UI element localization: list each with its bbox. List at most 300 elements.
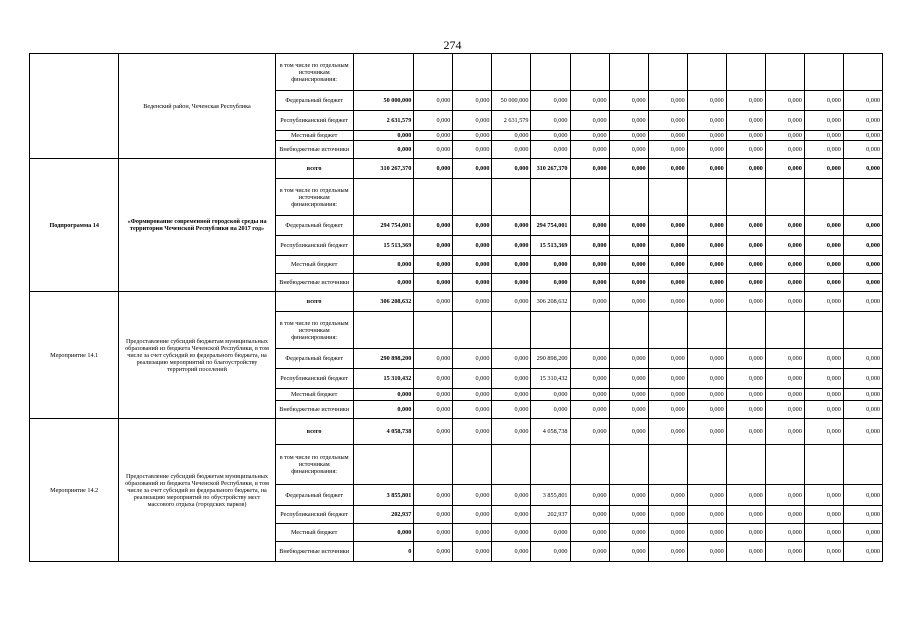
value-cell: 0,000 <box>492 506 531 524</box>
value-cell <box>492 54 531 91</box>
value-cell: 294 754,001 <box>531 216 570 236</box>
value-cell: 0,000 <box>492 485 531 506</box>
value-cell: 306 208,632 <box>353 292 414 312</box>
value-cell: 0,000 <box>453 524 492 542</box>
table-row <box>30 292 883 312</box>
value-cell: 0,000 <box>843 131 882 141</box>
value-cell: 0,000 <box>726 216 765 236</box>
value-cell: 0,000 <box>804 274 843 292</box>
value-cell: 0,000 <box>453 216 492 236</box>
value-cell: 0,000 <box>804 256 843 274</box>
value-cell: 294 754,001 <box>353 216 414 236</box>
value-cell: 0,000 <box>609 91 648 111</box>
value-cell: 0,000 <box>687 274 726 292</box>
value-cell: 0,000 <box>531 274 570 292</box>
value-cell <box>843 312 882 349</box>
value-cell: 0,000 <box>765 159 804 179</box>
funding-source: Федеральный бюджет <box>275 216 353 236</box>
program-code <box>30 54 119 159</box>
value-cell: 0,000 <box>687 216 726 236</box>
value-cell: 310 267,370 <box>353 159 414 179</box>
value-cell: 0,000 <box>648 369 687 389</box>
value-cell: 0,000 <box>570 349 609 369</box>
value-cell: 0,000 <box>570 506 609 524</box>
value-cell: 0,000 <box>353 141 414 159</box>
value-cell <box>765 445 804 485</box>
funding-source: Федеральный бюджет <box>275 91 353 111</box>
funding-source: Федеральный бюджет <box>275 485 353 506</box>
value-cell <box>453 445 492 485</box>
value-cell: 0,000 <box>726 369 765 389</box>
value-cell <box>353 179 414 216</box>
value-cell: 0,000 <box>414 349 453 369</box>
value-cell: 0,000 <box>843 542 882 562</box>
value-cell: 290 898,200 <box>531 349 570 369</box>
value-cell <box>609 54 648 91</box>
value-cell: 0,000 <box>414 401 453 419</box>
value-cell: 0,000 <box>843 369 882 389</box>
value-cell: 0,000 <box>648 349 687 369</box>
program-name: Предоставление субсидий бюджетам муниципальных образований из бюджета Чеченской Республики, в том числе за счет субсидий из федерального бюджета, на реализацию мероприятий по обустройству мест массового отдыха (городских парков) <box>119 419 275 562</box>
value-cell: 310 267,370 <box>531 159 570 179</box>
value-cell: 0,000 <box>804 524 843 542</box>
value-cell <box>492 312 531 349</box>
value-cell: 0,000 <box>453 485 492 506</box>
value-cell: 2 631,579 <box>492 111 531 131</box>
value-cell <box>765 179 804 216</box>
value-cell: 0,000 <box>453 542 492 562</box>
value-cell: 0,000 <box>453 419 492 445</box>
value-cell: 0,000 <box>492 216 531 236</box>
value-cell: 15 310,432 <box>353 369 414 389</box>
value-cell: 0,000 <box>726 159 765 179</box>
value-cell: 0,000 <box>726 131 765 141</box>
value-cell: 0,000 <box>765 506 804 524</box>
value-cell: 0,000 <box>648 111 687 131</box>
value-cell: 0,000 <box>648 131 687 141</box>
value-cell <box>726 179 765 216</box>
value-cell <box>492 179 531 216</box>
value-cell: 0,000 <box>687 131 726 141</box>
value-cell <box>531 312 570 349</box>
value-cell: 0,000 <box>492 389 531 401</box>
value-cell: 0,000 <box>765 542 804 562</box>
value-cell: 0,000 <box>687 349 726 369</box>
value-cell: 0,000 <box>843 274 882 292</box>
value-cell: 0,000 <box>453 292 492 312</box>
value-cell: 0,000 <box>804 111 843 131</box>
value-cell: 0,000 <box>570 91 609 111</box>
value-cell: 0,000 <box>492 274 531 292</box>
value-cell: 0,000 <box>453 274 492 292</box>
value-cell: 202,937 <box>353 506 414 524</box>
value-cell: 0,000 <box>453 91 492 111</box>
value-cell: 0,000 <box>414 159 453 179</box>
value-cell: 0,000 <box>492 369 531 389</box>
value-cell: 0,000 <box>804 236 843 256</box>
value-cell <box>687 54 726 91</box>
value-cell: 0,000 <box>492 236 531 256</box>
value-cell: 0,000 <box>570 419 609 445</box>
table-body <box>30 54 883 562</box>
value-cell: 0,000 <box>687 506 726 524</box>
value-cell: 0,000 <box>687 419 726 445</box>
value-cell: 0,000 <box>687 256 726 274</box>
value-cell: 0,000 <box>531 401 570 419</box>
value-cell: 0,000 <box>353 131 414 141</box>
value-cell: 0,000 <box>726 419 765 445</box>
value-cell <box>570 445 609 485</box>
value-cell: 0,000 <box>843 256 882 274</box>
table-row <box>30 159 883 179</box>
value-cell: 0,000 <box>804 131 843 141</box>
value-cell: 0,000 <box>765 349 804 369</box>
value-cell <box>570 312 609 349</box>
value-cell: 0,000 <box>765 236 804 256</box>
value-cell: 0,000 <box>726 292 765 312</box>
value-cell: 0,000 <box>843 111 882 131</box>
value-cell: 0,000 <box>414 216 453 236</box>
program-name: Веденский район, Чеченская Республика <box>119 54 275 159</box>
value-cell: 0,000 <box>531 131 570 141</box>
funding-source: Внебюджетные источники <box>275 401 353 419</box>
value-cell: 0,000 <box>804 542 843 562</box>
value-cell: 0,000 <box>726 524 765 542</box>
value-cell <box>531 54 570 91</box>
value-cell: 0,000 <box>726 236 765 256</box>
value-cell: 0,000 <box>414 389 453 401</box>
value-cell <box>414 54 453 91</box>
value-cell: 0,000 <box>531 91 570 111</box>
value-cell: 0,000 <box>648 524 687 542</box>
funding-source: Республиканский бюджет <box>275 369 353 389</box>
value-cell: 0,000 <box>353 389 414 401</box>
funding-source: в том числе по отдельным источникам финансирования: <box>275 54 353 91</box>
value-cell: 0,000 <box>765 111 804 131</box>
value-cell: 0,000 <box>609 369 648 389</box>
value-cell: 0,000 <box>609 506 648 524</box>
value-cell <box>726 445 765 485</box>
value-cell: 0,000 <box>492 292 531 312</box>
program-code: Мероприятие 14.1 <box>30 292 119 419</box>
value-cell: 0,000 <box>765 256 804 274</box>
value-cell: 0,000 <box>804 141 843 159</box>
value-cell: 0,000 <box>414 485 453 506</box>
value-cell: 0,000 <box>765 141 804 159</box>
value-cell: 0,000 <box>492 419 531 445</box>
value-cell: 0,000 <box>609 389 648 401</box>
value-cell: 0,000 <box>609 256 648 274</box>
value-cell: 0,000 <box>531 524 570 542</box>
value-cell: 0 <box>353 542 414 562</box>
value-cell: 0,000 <box>687 292 726 312</box>
value-cell: 0,000 <box>609 274 648 292</box>
value-cell: 50 000,000 <box>492 91 531 111</box>
funding-source: в том числе по отдельным источникам финансирования: <box>275 179 353 216</box>
value-cell: 0,000 <box>453 369 492 389</box>
table-row <box>30 419 883 445</box>
value-cell: 0,000 <box>726 389 765 401</box>
value-cell: 0,000 <box>687 111 726 131</box>
value-cell: 0,000 <box>765 131 804 141</box>
value-cell: 0,000 <box>804 419 843 445</box>
value-cell: 0,000 <box>765 524 804 542</box>
value-cell: 306 208,632 <box>531 292 570 312</box>
value-cell: 0,000 <box>414 369 453 389</box>
value-cell: 0,000 <box>492 256 531 274</box>
value-cell: 0,000 <box>687 141 726 159</box>
value-cell <box>843 445 882 485</box>
value-cell <box>531 179 570 216</box>
value-cell <box>570 54 609 91</box>
value-cell: 0,000 <box>570 485 609 506</box>
value-cell: 15 310,432 <box>531 369 570 389</box>
value-cell <box>453 54 492 91</box>
value-cell <box>648 312 687 349</box>
value-cell: 0,000 <box>353 256 414 274</box>
value-cell: 0,000 <box>726 485 765 506</box>
value-cell: 0,000 <box>804 216 843 236</box>
budget-table <box>29 53 883 562</box>
value-cell: 0,000 <box>609 524 648 542</box>
value-cell <box>353 54 414 91</box>
page-number: 274 <box>443 38 462 52</box>
value-cell <box>843 179 882 216</box>
value-cell: 0,000 <box>570 111 609 131</box>
value-cell: 0,000 <box>531 111 570 131</box>
value-cell: 0,000 <box>492 542 531 562</box>
value-cell: 0,000 <box>765 389 804 401</box>
value-cell <box>726 54 765 91</box>
value-cell: 0,000 <box>570 369 609 389</box>
value-cell: 0,000 <box>687 542 726 562</box>
value-cell: 0,000 <box>570 141 609 159</box>
value-cell: 0,000 <box>726 91 765 111</box>
value-cell: 0,000 <box>843 292 882 312</box>
value-cell: 0,000 <box>453 111 492 131</box>
value-cell <box>414 179 453 216</box>
value-cell: 0,000 <box>765 485 804 506</box>
value-cell: 0,000 <box>531 542 570 562</box>
value-cell: 0,000 <box>570 256 609 274</box>
value-cell <box>414 312 453 349</box>
value-cell: 0,000 <box>687 401 726 419</box>
value-cell: 0,000 <box>765 216 804 236</box>
funding-source: Республиканский бюджет <box>275 111 353 131</box>
value-cell <box>765 312 804 349</box>
value-cell: 0,000 <box>687 524 726 542</box>
value-cell: 0,000 <box>609 485 648 506</box>
value-cell: 290 898,200 <box>353 349 414 369</box>
program-name: «Формирование современной городской среды на территории Чеченской Республики на 2017 год» <box>119 159 275 292</box>
value-cell: 0,000 <box>609 419 648 445</box>
funding-source: всего <box>275 292 353 312</box>
value-cell: 0,000 <box>570 159 609 179</box>
value-cell: 0,000 <box>453 131 492 141</box>
value-cell: 0,000 <box>843 524 882 542</box>
funding-source: Местный бюджет <box>275 131 353 141</box>
value-cell: 0,000 <box>609 236 648 256</box>
value-cell: 0,000 <box>414 419 453 445</box>
value-cell: 3 855,801 <box>353 485 414 506</box>
value-cell <box>648 179 687 216</box>
funding-source: Федеральный бюджет <box>275 349 353 369</box>
value-cell: 0,000 <box>648 216 687 236</box>
value-cell: 4 058,738 <box>353 419 414 445</box>
value-cell: 0,000 <box>804 91 843 111</box>
value-cell: 0,000 <box>492 131 531 141</box>
value-cell: 0,000 <box>492 401 531 419</box>
value-cell: 0,000 <box>609 401 648 419</box>
value-cell: 0,000 <box>765 91 804 111</box>
value-cell <box>648 54 687 91</box>
funding-source: Республиканский бюджет <box>275 236 353 256</box>
value-cell: 0,000 <box>492 159 531 179</box>
value-cell: 0,000 <box>492 349 531 369</box>
value-cell <box>804 312 843 349</box>
value-cell: 0,000 <box>453 159 492 179</box>
value-cell: 0,000 <box>726 542 765 562</box>
value-cell: 0,000 <box>570 236 609 256</box>
value-cell <box>687 312 726 349</box>
value-cell <box>531 445 570 485</box>
value-cell: 0,000 <box>804 485 843 506</box>
value-cell: 0,000 <box>609 542 648 562</box>
value-cell: 0,000 <box>570 524 609 542</box>
value-cell: 0,000 <box>492 141 531 159</box>
value-cell <box>843 54 882 91</box>
value-cell: 0,000 <box>453 141 492 159</box>
value-cell: 0,000 <box>843 216 882 236</box>
value-cell: 0,000 <box>804 369 843 389</box>
value-cell <box>726 312 765 349</box>
value-cell <box>648 445 687 485</box>
value-cell: 0,000 <box>570 389 609 401</box>
value-cell: 0,000 <box>414 111 453 131</box>
value-cell: 0,000 <box>531 389 570 401</box>
value-cell: 0,000 <box>570 216 609 236</box>
value-cell: 0,000 <box>804 401 843 419</box>
value-cell: 0,000 <box>726 274 765 292</box>
value-cell: 0,000 <box>453 401 492 419</box>
value-cell: 0,000 <box>648 389 687 401</box>
funding-source: всего <box>275 419 353 445</box>
value-cell: 0,000 <box>765 419 804 445</box>
value-cell: 0,000 <box>648 542 687 562</box>
value-cell: 2 631,579 <box>353 111 414 131</box>
value-cell: 0,000 <box>353 401 414 419</box>
value-cell: 0,000 <box>804 292 843 312</box>
value-cell: 0,000 <box>414 542 453 562</box>
value-cell: 0,000 <box>531 256 570 274</box>
value-cell <box>453 312 492 349</box>
value-cell: 202,937 <box>531 506 570 524</box>
value-cell: 0,000 <box>843 389 882 401</box>
table-row <box>30 54 883 91</box>
program-code: Подпрограмма 14 <box>30 159 119 292</box>
value-cell: 0,000 <box>687 91 726 111</box>
value-cell: 0,000 <box>804 159 843 179</box>
value-cell <box>804 445 843 485</box>
value-cell: 0,000 <box>765 274 804 292</box>
value-cell: 0,000 <box>648 91 687 111</box>
value-cell: 3 855,801 <box>531 485 570 506</box>
value-cell: 0,000 <box>414 141 453 159</box>
value-cell <box>765 54 804 91</box>
value-cell: 0,000 <box>843 485 882 506</box>
value-cell: 0,000 <box>765 292 804 312</box>
funding-source: Местный бюджет <box>275 256 353 274</box>
value-cell: 0,000 <box>609 131 648 141</box>
value-cell: 0,000 <box>648 236 687 256</box>
value-cell: 0,000 <box>648 292 687 312</box>
value-cell: 0,000 <box>843 349 882 369</box>
funding-source: всего <box>275 159 353 179</box>
program-code: Мероприятие 14.2 <box>30 419 119 562</box>
value-cell <box>687 445 726 485</box>
value-cell: 0,000 <box>726 506 765 524</box>
value-cell: 0,000 <box>726 401 765 419</box>
value-cell: 15 513,369 <box>531 236 570 256</box>
value-cell <box>353 445 414 485</box>
value-cell: 0,000 <box>648 141 687 159</box>
value-cell: 0,000 <box>453 349 492 369</box>
value-cell: 0,000 <box>843 236 882 256</box>
value-cell: 0,000 <box>570 542 609 562</box>
funding-source: Местный бюджет <box>275 389 353 401</box>
value-cell: 0,000 <box>453 506 492 524</box>
value-cell <box>609 312 648 349</box>
value-cell: 15 513,369 <box>353 236 414 256</box>
value-cell <box>414 445 453 485</box>
value-cell: 0,000 <box>492 524 531 542</box>
value-cell: 0,000 <box>414 131 453 141</box>
value-cell <box>609 179 648 216</box>
value-cell <box>353 312 414 349</box>
value-cell: 50 000,000 <box>353 91 414 111</box>
value-cell: 0,000 <box>843 419 882 445</box>
value-cell: 0,000 <box>414 91 453 111</box>
value-cell: 0,000 <box>570 131 609 141</box>
value-cell <box>492 445 531 485</box>
funding-source: Внебюджетные источники <box>275 542 353 562</box>
value-cell: 0,000 <box>570 401 609 419</box>
value-cell: 0,000 <box>648 159 687 179</box>
value-cell: 0,000 <box>648 256 687 274</box>
value-cell: 0,000 <box>804 389 843 401</box>
value-cell: 0,000 <box>453 236 492 256</box>
value-cell: 0,000 <box>414 274 453 292</box>
value-cell: 0,000 <box>648 485 687 506</box>
value-cell: 0,000 <box>609 159 648 179</box>
value-cell: 0,000 <box>609 141 648 159</box>
value-cell <box>687 179 726 216</box>
funding-source: Республиканский бюджет <box>275 506 353 524</box>
value-cell: 0,000 <box>687 159 726 179</box>
value-cell <box>453 179 492 216</box>
value-cell: 0,000 <box>726 111 765 131</box>
value-cell <box>570 179 609 216</box>
value-cell <box>609 445 648 485</box>
value-cell: 0,000 <box>726 349 765 369</box>
value-cell: 0,000 <box>531 141 570 159</box>
value-cell: 0,000 <box>804 506 843 524</box>
value-cell: 0,000 <box>765 369 804 389</box>
value-cell: 0,000 <box>804 349 843 369</box>
value-cell: 0,000 <box>648 401 687 419</box>
value-cell: 0,000 <box>843 91 882 111</box>
value-cell: 0,000 <box>353 274 414 292</box>
